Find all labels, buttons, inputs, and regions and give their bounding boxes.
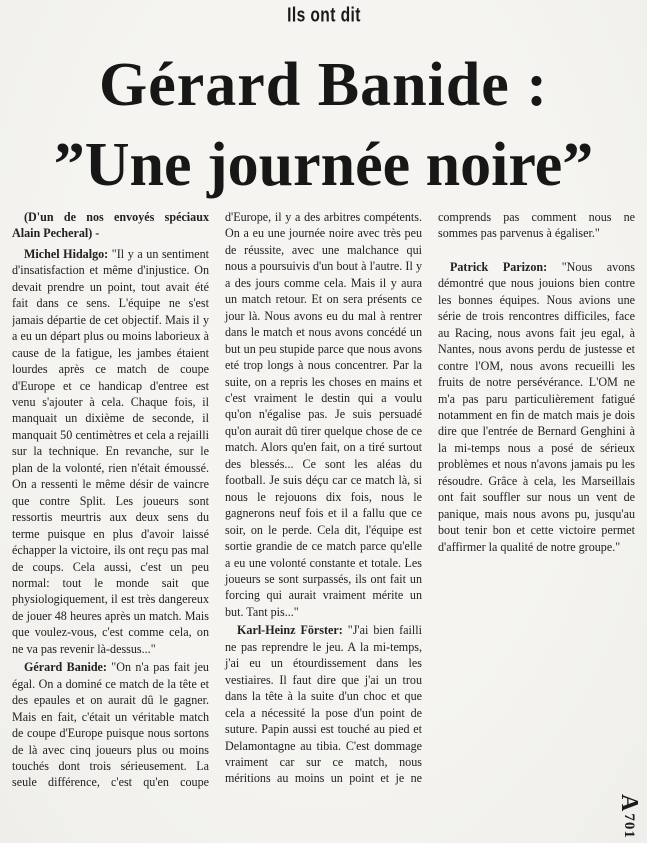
- headline-line1: Gérard Banide :: [99, 51, 548, 119]
- quote-text-parizon: "Nous avons démontré que nous jouions bien contre les bonnes équipes. Nous avions une série de trois rencontres difficiles, face au Racing, nous avons fait jeu egal, à Nantes, nous avons perdu de justesse et contre l'OM, nous avons recueilli les fruits de notre persévérance. L'OM ne m'a pas paru particulièrement fatigué notamment en fin de match mais je dois dire que l'entrée de Bernard Genghini à la mi-temps nous a posé de sérieux problèmes et nous n'avons jamais pu les résoudre. Grâce à cela, les Marseillais ont fait souffler sur nous un vent de panique, mais nous avons pu, jusqu'au bout tenir bon et cette victoire permet d'affirmer la qualité de notre groupe.": [438, 259, 635, 554]
- kicker: [0, 0, 647, 27]
- byline: (D'un de nos envoyés spéciaux Alain Pecheral) -: [12, 210, 209, 241]
- page-mark: [615, 794, 642, 839]
- speaker-name-forster: Karl-Heinz Förster:: [237, 623, 343, 638]
- headline: [0, 51, 647, 199]
- headline-line2: ”Une journée noire”: [53, 131, 594, 199]
- paragraph-hidalgo: [12, 246, 209, 657]
- speaker-name-banide: Gérard Banide:: [24, 660, 107, 675]
- quote-text-forster: "J'ai bien failli ne pas reprendre le jeu. A la mi-temps, j'ai eu un étourdissement dans les vestiaires. Il faut dire que j'ai un trou dans la tête à la suite d'un choc et que cela a nécessité la pose d'un point de suture. Papin aussi est touché au pied et Delamontagne au tibia. C'est dommage vraiment car sur ce match, nous méritions au moins un point et je ne comprends pas comment nous ne sommes pas parvenus à égaliser.": [225, 210, 635, 786]
- kicker-text: Ils ont dit: [286, 4, 361, 27]
- speaker-name-hidalgo: Michel Hidalgo:: [24, 246, 109, 261]
- article-body: [12, 209, 635, 795]
- page-mark-number: 701: [621, 813, 637, 839]
- quote-text-banide: "On n'a pas fait jeu égal. On a dominé ce match de la tête et des epaules et on aurait dû le gagner. Mais en fait, c'était un véritable match de coupe d'Europe puisque nous sortons de là avec cinq joueurs plus ou moins touchés dont trois sérieusement. La seule différence, c'est qu'en coupe d'Europe, il y a des arbitres compétents. On a eu une journée noire avec très peu de réussite, avec une malchance qui nous a poursuivis d'un bout à l'autre. Il y a des jours comme cela. Mais il y aura un match retour. Et on sera présents ce jour là. Nous avons eu du mal à rentrer dans le match et nous avons concédé un but un peu stupide parce que nous avons eté trop longs à nous concentrer. Par la suite, on a repris les choses en mains et c'est vraiment le destin qui a voulu qu'on n'égalise pas. Je suis persuadé qu'on aurait dû tirer quelque chose de ce match. Alors qu'en fait, on a tiré surtout des blessés... Ce sont les aléas du football. Je suis déçu car ce match là, si nous le rejouons dix fois, nous le gagnerons neuf fois et il a fallu que ce soir, on le perde. Cela dit, l'équipe est sortie grandie de ce match parce qu'elle a eu une volonté constante et totale. Les joueurs se sont surpassés, ils ont fait un forcing qui aurait vraiment mérite un but. Tant pis...": [12, 210, 422, 790]
- quote-text-hidalgo: "Il y a un sentiment d'insatisfaction et même d'injustice. On devait prendre un point, tout avait été fait dans ce sens. L'équipe ne s'est jamais départie de cet objectif. Mais il y a eu un départ plus ou moins laborieux à cause de la fatigue, les jambes étaient lourdes après ce match de coupe d'Europe et ce handicap d'entree est venu s'ajouter à cela. Chaque fois, il manquait un dixième de seconde, il manquait 50 centimètres et cela a rejailli sur la technique. En revanche, sur le plan de la volonté, rien n'était émoussé. On a ressenti le même désir de vaincre que contre Split. Les joueurs sont ressortis meurtris aux deux sens du terme puisque en plus d'avoir laissé échapper la victoire, ils ont reçu pas mal de coups. Cela aussi, c'est un peu normal: tout le monde sait que physiologiquement, il est très dangereux de jouer 48 heures après un match. Mais que voulez-vous, c'est comme cela, on ne va pas revenir là-dessus...": [12, 246, 209, 656]
- speaker-name-parizon: Patrick Parizon:: [450, 259, 548, 274]
- page-mark-letter: A: [616, 794, 642, 814]
- paragraph-parizon: [438, 259, 635, 555]
